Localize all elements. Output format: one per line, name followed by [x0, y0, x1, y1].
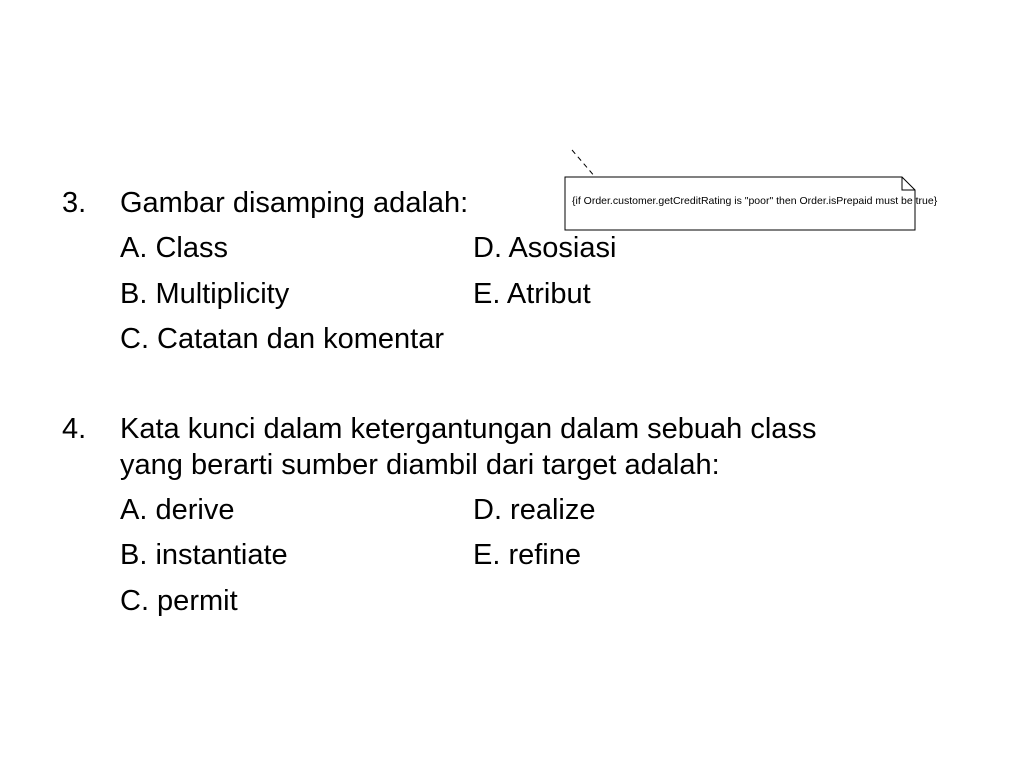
question-4-number: 4. — [62, 413, 87, 445]
question-3-number: 3. — [62, 187, 87, 219]
question-3-option-d: D. Asosiasi — [473, 232, 617, 264]
question-4-option-d: D. realize — [473, 494, 596, 526]
question-4-option-e: E. refine — [473, 539, 581, 571]
question-4-prompt-line-1: Kata kunci dalam ketergantungan dalam sebuah class — [120, 413, 817, 445]
question-3-option-e: E. Atribut — [473, 278, 591, 310]
question-4-option-a: A. derive — [120, 494, 235, 526]
uml-note-figure — [564, 176, 938, 228]
question-4-prompt-line-2: yang berarti sumber diambil dari target adalah: — [120, 449, 720, 481]
question-3-prompt: Gambar disamping adalah: — [120, 187, 469, 219]
question-3-option-a: A. Class — [120, 232, 228, 264]
question-4-option-b: B. instantiate — [120, 539, 288, 571]
question-3-option-b: B. Multiplicity — [120, 278, 290, 310]
note-text: {if Order.customer.getCreditRating is "poor" then Order.isPrepaid must be true} — [572, 195, 938, 207]
question-3-option-c: C. Catatan dan komentar — [120, 323, 445, 355]
note-anchor-dashed-line — [568, 146, 608, 180]
question-4-option-c: C. permit — [120, 585, 238, 617]
